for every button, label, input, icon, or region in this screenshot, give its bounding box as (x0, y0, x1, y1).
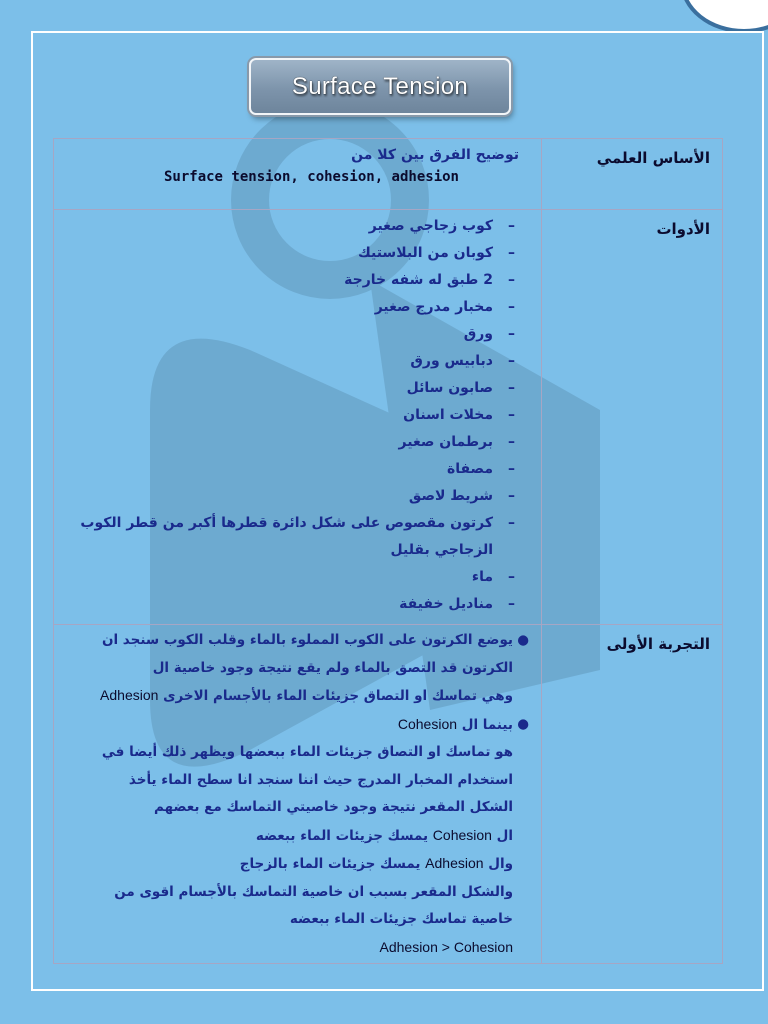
tools-row (54, 210, 723, 625)
exp-line: وهي تماسك او التصاق جزيئات الماء بالأجسام الاخرى Adhesion (100, 687, 513, 704)
tool-item: – مخبار مدرج صغير (374, 299, 515, 315)
tool-item: – شريط لاصق (408, 488, 515, 504)
tools-label (542, 210, 723, 625)
bullet-icon: ● (517, 715, 529, 732)
aim-text-en: Surface tension, cohesion, adhesion (163, 169, 459, 185)
tool-item: – صابون سائل (406, 380, 515, 396)
exp-line: الكرتون قد التصق بالماء ولم يقع نتيجة وجود خاصية ال (152, 659, 513, 676)
experiment1-label-text: التجربة الأولى (606, 635, 710, 653)
exp-line: خاصية تماسك جزيئات الماء ببعضه (289, 911, 513, 927)
tool-item: – ورق (463, 326, 515, 342)
tool-item: – مناديل خفيفة (399, 596, 515, 612)
exp-line-formula: Adhesion > Cohesion (379, 938, 513, 955)
tool-item: – ماء (471, 569, 515, 585)
aim-text-ar: توضيح الفرق بين كلا من (351, 147, 519, 163)
tool-item: – 2 طبق له شفه خارجة (344, 272, 515, 288)
bullet-icon: ● (517, 632, 529, 648)
exp-line: ال Cohesion يمسك جزيئات الماء ببعضه (255, 826, 513, 844)
tools-list (54, 210, 541, 624)
exp-line: والشكل المقعر بسبب ان خاصية التماسك بالأجسام اقوى من (114, 883, 513, 900)
exp-line: وال Adhesion يمسك جزيئات الماء بالزجاج (239, 855, 513, 872)
exp-line: ● يوضع الكرتون على الكوب المملوء بالماء وقلب الكوب سنجد ان (64, 627, 513, 655)
tool-item: – دبابيس ورق (410, 353, 515, 369)
content-table (53, 138, 723, 964)
tools-content (54, 210, 542, 625)
exp-line: استخدام المخبار المدرج حيث اننا سنجد انا سطح الماء يأخذ (128, 771, 513, 788)
corner-decoration (680, 0, 768, 33)
experiment1-row (54, 625, 723, 964)
tool-item: – كوب زجاجي صغير (368, 218, 515, 234)
experiment1-label (542, 625, 723, 964)
aim-row (54, 139, 723, 210)
aim-content (54, 139, 542, 210)
tool-item: – مصفاة (446, 461, 515, 477)
tool-item-continuation: الزجاجي بقليل (390, 542, 493, 558)
aim-label-text: الأساس العلمي (596, 149, 710, 167)
page-title: Surface Tension (291, 72, 469, 100)
tool-item: – مخلات اسنان (403, 407, 515, 423)
exp-line: الشكل المقعر نتيجة وجود خاصيتي التماسك مع بعضهم (153, 799, 513, 815)
exp-line: هو تماسك او التصاق جزيئات الماء ببعضها ويظهر ذلك أيضا في (101, 744, 513, 760)
tools-label-text: الأدوات (656, 220, 710, 238)
title-box (249, 58, 511, 115)
exp-line: ● بينما ال Cohesion (64, 711, 513, 740)
aim-label (542, 139, 723, 210)
tool-item: – كوبان من البلاستيك (357, 245, 515, 261)
experiment1-content (54, 625, 542, 964)
tool-item: – برطمان صغير (398, 434, 515, 450)
tool-item: – كرتون مقصوص على شكل دائرة قطرها أكبر من قطر الكوب (80, 515, 515, 531)
